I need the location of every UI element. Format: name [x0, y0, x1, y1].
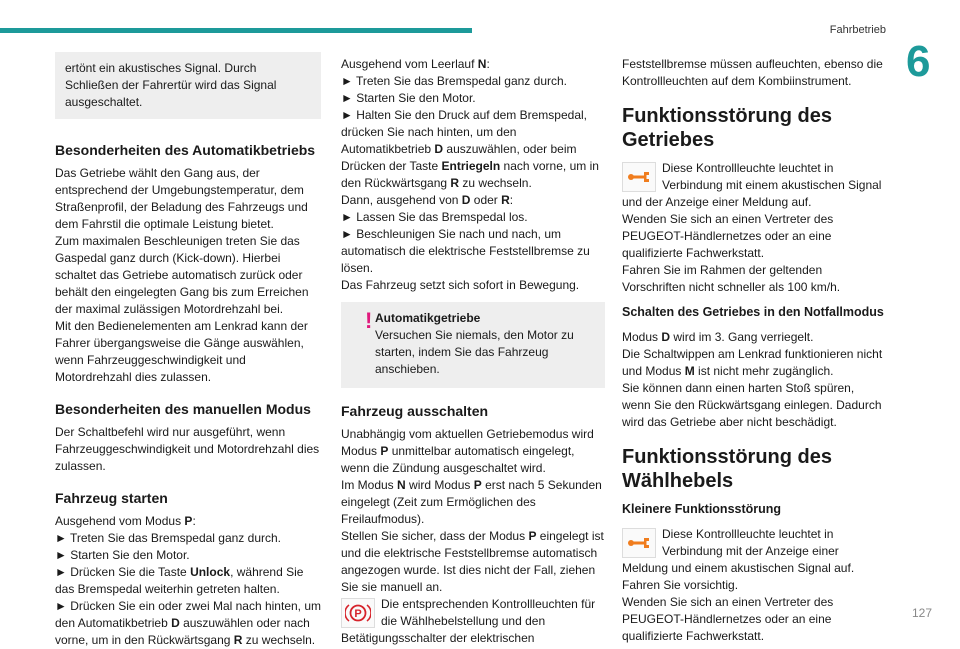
paragraph: Wenden Sie sich an einen Vertreter des PEUGEOT-Händlernetzes oder an eine qualifizierte Fachwerkstatt. — [622, 212, 834, 260]
paragraph: Diese Kontrollleuchte leuchtet in Verbindung mit der Anzeige einer Meldung und einem akustischen Signal auf. — [622, 527, 855, 575]
top-accent-bar — [0, 28, 472, 33]
paragraph: Modus D wird im 3. Gang verriegelt. — [622, 330, 814, 344]
continued-note-box — [55, 52, 321, 119]
step: ► Starten Sie den Motor. — [55, 548, 190, 562]
parking-brake-icon — [341, 598, 375, 628]
heading-manual-mode: Besonderheiten des manuellen Modus — [55, 401, 311, 417]
heading-auto-mode: Besonderheiten des Automatikbetriebs — [55, 142, 316, 158]
paragraph: Dann, ausgehend von D oder R: — [341, 193, 514, 207]
chapter-number: 6 — [906, 37, 931, 86]
section-title: Fahrbetrieb — [829, 24, 886, 36]
paragraph: Sie können dann einen harten Stoß spüren, wenn Sie den Rückwärtsgang einlegen. Dadurch wird das Getriebe aber nicht beschädigt. — [622, 381, 882, 429]
step: ► Halten Sie den Druck auf dem Bremspedal, drücken Sie nach hinten, um den Automatikbetrieb D auszuwählen, oder beim Drücken der Taste Entriegeln nach vorne, um in den Rückwärtsgang R zu wechseln. — [341, 108, 599, 190]
lamp-paragraph — [622, 526, 884, 577]
step: ► Lassen Sie das Bremspedal los. — [341, 210, 528, 224]
paragraph: Der Schaltbefehl wird nur ausgeführt, wenn Fahrzeuggeschwindigkeit und Motordrehzahl dies zulassen. — [55, 425, 320, 473]
step: ► Treten Sie das Bremspedal ganz durch. — [341, 74, 567, 88]
step: ► Beschleunigen Sie nach und nach, um automatisch die elektrische Feststellbremse zu lösen. — [341, 227, 590, 275]
heading-selector-malfunction: Funktionsstörung des Wählhebels — [622, 446, 832, 492]
column-3 — [622, 56, 884, 645]
paragraph: Fahren Sie vorsichtig. — [622, 578, 739, 592]
column-2 — [341, 56, 605, 647]
paragraph: Im Modus N wird Modus P erst nach 5 Sekunden eingelegt (Zeit zum Ermöglichen des Freilaufmodus). — [341, 478, 602, 526]
note-text: Versuchen Sie niemals, den Motor zu starten, indem Sie das Fahrzeug anschieben. — [375, 328, 574, 376]
wrench-icon — [622, 162, 656, 192]
note-title: Automatikgetriebe — [375, 311, 481, 325]
step: ► Starten Sie den Motor. — [341, 91, 476, 105]
paragraph: Stellen Sie sicher, dass der Modus P eingelegt ist und die elektrische Feststellbremse automatisch angezogen wurde. Ist dies nicht der Fall, ziehen Sie sie manuell an. — [341, 529, 604, 594]
heading-switch-off: Fahrzeug ausschalten — [341, 403, 489, 419]
paragraph: Die Schaltwippen am Lenkrad funktionieren nicht und Modus M ist nicht mehr zugänglich. — [622, 347, 883, 378]
paragraph: Feststellbremse müssen aufleuchten, ebenso die Kontrollleuchten auf dem Kombiinstrument. — [622, 57, 883, 88]
warning-note-box — [341, 302, 605, 388]
paragraph: Zum maximalen Beschleunigen treten Sie das Gaspedal ganz durch (Kick-down). Hierbei schaltet das Getriebe automatisch zurück oder behält den eingelegten Gang bis zum Erreichen der maximal zulässigen Motordrehzahl bei. — [55, 234, 309, 316]
paragraph: Die entsprechenden Kontrollleuchten für die Wählhebelstellung und den Betätigungsschalter der elektrischen — [341, 597, 596, 645]
paragraph: Wenden Sie sich an einen Vertreter des PEUGEOT-Händlernetzes oder an eine qualifizierte Fachwerkstatt. — [622, 595, 834, 643]
heading-emergency-mode: Schalten des Getriebes in den Notfallmodus — [622, 305, 884, 319]
paragraph: Fahren Sie im Rahmen der geltenden Vorschriften nicht schneller als 100 km/h. — [622, 263, 841, 294]
step: ► Drücken Sie die Taste Unlock, während Sie das Bremspedal weiterhin getreten halten. — [55, 565, 304, 596]
wrench-icon — [622, 528, 656, 558]
page-number: 127 — [912, 606, 933, 620]
paragraph: Das Fahrzeug setzt sich sofort in Bewegung. — [341, 278, 580, 292]
heading-start-vehicle: Fahrzeug starten — [55, 490, 168, 506]
heading-minor-fault: Kleinere Funktionsstörung — [622, 502, 782, 516]
svg-text:P: P — [354, 608, 362, 620]
exclamation-icon: ! — [365, 308, 373, 333]
heading-gearbox-malfunction: Funktionsstörung des Getriebes — [622, 105, 832, 151]
paragraph: Mit den Bedienelementen am Lenkrad kann der Fahrer übergangsweise die Gänge auswählen, wenn Fahrzeuggeschwindigkeit und Motordrehzahl dies zulassen. — [55, 319, 308, 384]
paragraph: Diese Kontrollleuchte leuchtet in Verbindung mit einem akustischen Signal und der Anzeige einer Meldung auf. — [622, 161, 882, 209]
step: ► Treten Sie das Bremspedal ganz durch. — [55, 531, 281, 545]
box-text: ertönt ein akustisches Signal. Durch Schließen der Fahrertür wird das Signal ausgeschaltet. — [65, 61, 277, 109]
column-1 — [55, 52, 321, 649]
paragraph: Ausgehend vom Leerlauf N: — [341, 57, 490, 71]
step: ► Drücken Sie ein oder zwei Mal nach hinten, um den Automatikbetrieb D auszuwählen oder nach vorne, um in den Rückwärtsgang R zu wechseln. — [55, 599, 322, 647]
lamp-paragraph — [341, 596, 605, 647]
paragraph: Unabhängig vom aktuellen Getriebemodus wird Modus P unmittelbar automatisch eingelegt, wenn die Zündung ausgeschaltet wird. — [341, 427, 594, 475]
paragraph: Das Getriebe wählt den Gang aus, der entsprechend der Umgebungstemperatur, dem Straßenprofil, der Beladung des Fahrzeugs und dem Fahrstil die optimale Leistung bietet. — [55, 166, 308, 231]
lamp-paragraph — [622, 160, 884, 211]
paragraph: Ausgehend vom Modus P: — [55, 514, 196, 528]
